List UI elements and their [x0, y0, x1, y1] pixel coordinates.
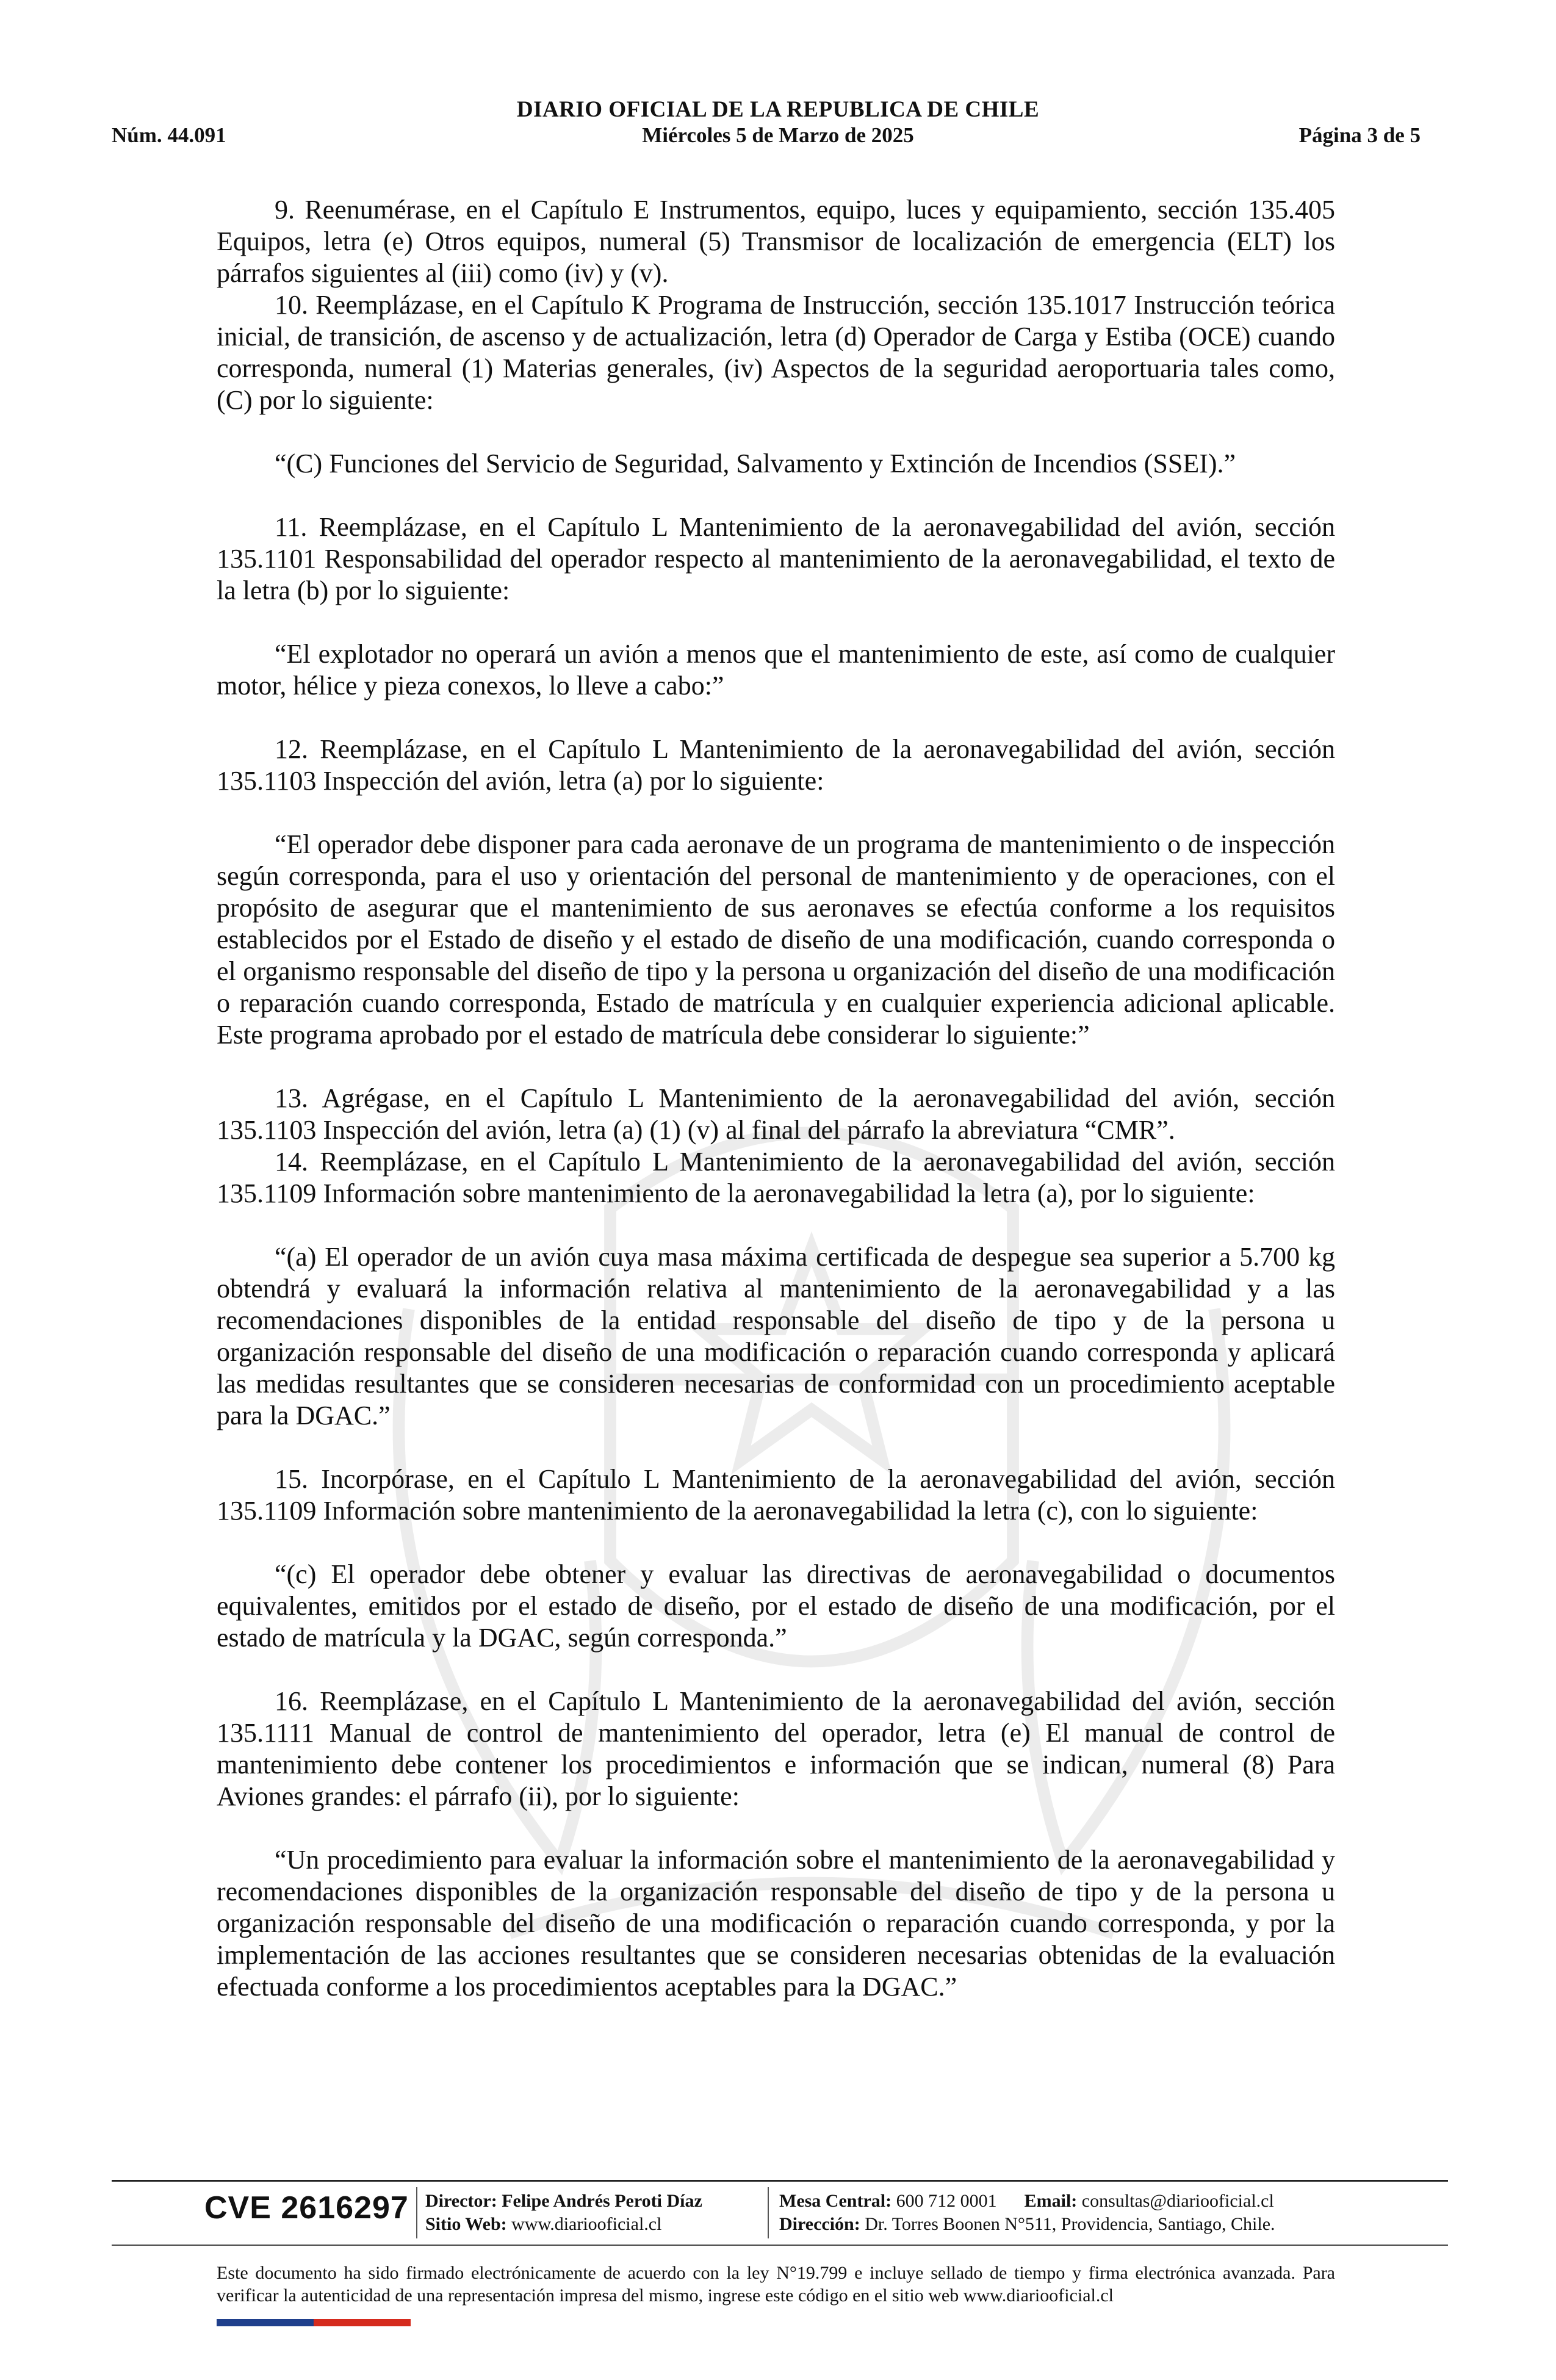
body-paragraph: “(C) Funciones del Servicio de Seguridad, Salvamento y Extinción de Incendios (SSEI).” [275, 449, 1236, 478]
address-line [779, 2213, 1275, 2236]
body-paragraph: 15. Incorpórase, en el Capítulo L Mantenimiento de la aeronavegabilidad del avión, sección 135.1109 Información sobre mantenimiento de la aeronavegabilidad la letra (c), con lo siguiente: [217, 1464, 1335, 1526]
body-paragraph: 14. Reemplázase, en el Capítulo L Mantenimiento de la aeronavegabilidad del avión, sección 135.1109 Información sobre mantenimiento de la aeronavegabilidad la letra (a), por lo siguiente: [217, 1147, 1335, 1208]
site-line [425, 2213, 661, 2236]
body-paragraph: 13. Agrégase, en el Capítulo L Mantenimiento de la aeronavegabilidad del avión, sección 135.1103 Inspección del avión, letra (a) (1) (v) al final del párrafo la abreviatura “CMR”. [217, 1083, 1335, 1145]
director-name: Felipe Andrés Peroti Díaz [502, 2191, 702, 2211]
director-label: Director: [425, 2191, 497, 2211]
issue-number: Núm. 44.091 [112, 123, 226, 147]
body-paragraph: 9. Reenumérase, en el Capítulo E Instrumentos, equipo, luces y equipamiento, sección 135.405 Equipos, letra (e) Otros equipos, numeral (5) Transmisor de localización de emergencia (ELT) los párrafos siguientes al (iii) como (iv) y (v). [217, 195, 1335, 288]
site-link[interactable]: www.diariooficial.cl [511, 2214, 662, 2234]
document-body [217, 194, 1335, 2003]
footer-top-rule [112, 2180, 1448, 2182]
body-paragraph: 12. Reemplázase, en el Capítulo L Mantenimiento de la aeronavegabilidad del avión, sección 135.1103 Inspección del avión, letra (a) por lo siguiente: [217, 734, 1335, 796]
body-paragraph: 11. Reemplázase, en el Capítulo L Mantenimiento de la aeronavegabilidad del avión, sección 135.1101 Responsabilidad del operador respecto al mantenimiento de la aeronavegabilidad, el texto de la letra (b) por lo siguiente: [217, 512, 1335, 605]
flag-stripe [217, 2319, 411, 2326]
mesa-label: Mesa Central: [779, 2191, 892, 2211]
flag-red-segment [314, 2319, 411, 2326]
body-paragraph: “Un procedimiento para evaluar la información sobre el mantenimiento de la aeronavegabilidad y recomendaciones disponibles de la organización responsable del diseño de tipo y de la persona u organización responsable del diseño de una modificación o reparación cuando corresponda, y por la implementación de las acciones resultantes que se consideren necesarias obtenidas de la evaluación efectuada conforme a los procedimientos aceptables para la DGAC.” [217, 1845, 1335, 2002]
legal-notice: Este documento ha sido firmado electrónicamente de acuerdo con la ley N°19.799 e incluye sellado de tiempo y firma electrónica avanzada. Para verificar la autenticidad de una representación impresa del mismo, ingrese este código en el sitio web www.diariooficial.cl [217, 2263, 1335, 2306]
footer-divider [416, 2187, 417, 2238]
mesa-line [779, 2190, 1274, 2213]
issue-date: Miércoles 5 de Marzo de 2025 [642, 123, 914, 147]
address-value: Dr. Torres Boonen N°511, Providencia, Santiago, Chile. [865, 2214, 1275, 2234]
body-paragraph: 10. Reemplázase, en el Capítulo K Programa de Instrucción, sección 135.1017 Instrucción teórica inicial, de transición, de ascenso y de actualización, letra (d) Operador de Carga y Estiba (OCE) cuando corresponda, numeral (1) Materias generales, (iv) Aspectos de la seguridad aeroportuaria tales como, (C) por lo siguiente: [217, 290, 1335, 415]
cve-code: CVE 2616297 [204, 2190, 409, 2226]
mesa-phone: 600 712 0001 [896, 2191, 997, 2211]
body-paragraph: “(c) El operador debe obtener y evaluar las directivas de aeronavegabilidad o documentos equivalentes, emitidos por el estado de diseño, por el estado de diseño de una modificación, por el estado de matrícula y la DGAC, según corresponda.” [217, 1559, 1335, 1653]
director-line [425, 2190, 702, 2213]
body-paragraph: “El explotador no operará un avión a menos que el mantenimiento de este, así como de cualquier motor, hélice y pieza conexos, lo lleve a cabo:” [217, 639, 1335, 701]
email-link[interactable]: consultas@diariooficial.cl [1081, 2191, 1274, 2211]
flag-blue-segment [217, 2319, 314, 2326]
footer-divider [768, 2187, 769, 2238]
body-paragraph: 16. Reemplázase, en el Capítulo L Mantenimiento de la aeronavegabilidad del avión, sección 135.1111 Manual de control de mantenimiento del operador, letra (e) El manual de control de mantenimiento debe contener los procedimientos e información que se indican, numeral (8) Para Aviones grandes: el párrafo (ii), por lo siguiente: [217, 1686, 1335, 1811]
email-label: Email: [1024, 2191, 1078, 2211]
body-paragraph: “(a) El operador de un avión cuya masa máxima certificada de despegue sea superior a 5.700 kg obtendrá y evaluará la información relativa al mantenimiento de la aeronavegabilidad y a las recomendaciones disponibles de la entidad responsable del diseño de tipo y de la persona u organización responsable del diseño de una modificación o reparación cuando corresponda y aplicará las medidas resultantes que se consideren necesarias de conformidad con un procedimiento aceptable para la DGAC.” [217, 1242, 1335, 1430]
site-label: Sitio Web: [425, 2214, 507, 2234]
address-label: Dirección: [779, 2214, 860, 2234]
newspaper-title: DIARIO OFICIAL DE LA REPUBLICA DE CHILE [516, 97, 1040, 122]
body-paragraph: “El operador debe disponer para cada aeronave de un programa de mantenimiento o de inspección según corresponda, para el uso y orientación del personal de mantenimiento y de operaciones, con el propósito de asegurar que el mantenimiento de sus aeronaves se efectúa conforme a los requisitos establecidos por el Estado de diseño y el estado de diseño de una modificación, cuando corresponda o el organismo responsable del diseño de tipo y la persona u organización del diseño de una modificación o reparación cuando corresponda, Estado de matrícula y en cualquier experiencia adicional aplicable. Este programa aprobado por el estado de matrícula debe considerar lo siguiente:” [217, 829, 1335, 1050]
footer-mid-rule [112, 2245, 1448, 2246]
page-number: Página 3 de 5 [1298, 123, 1421, 147]
